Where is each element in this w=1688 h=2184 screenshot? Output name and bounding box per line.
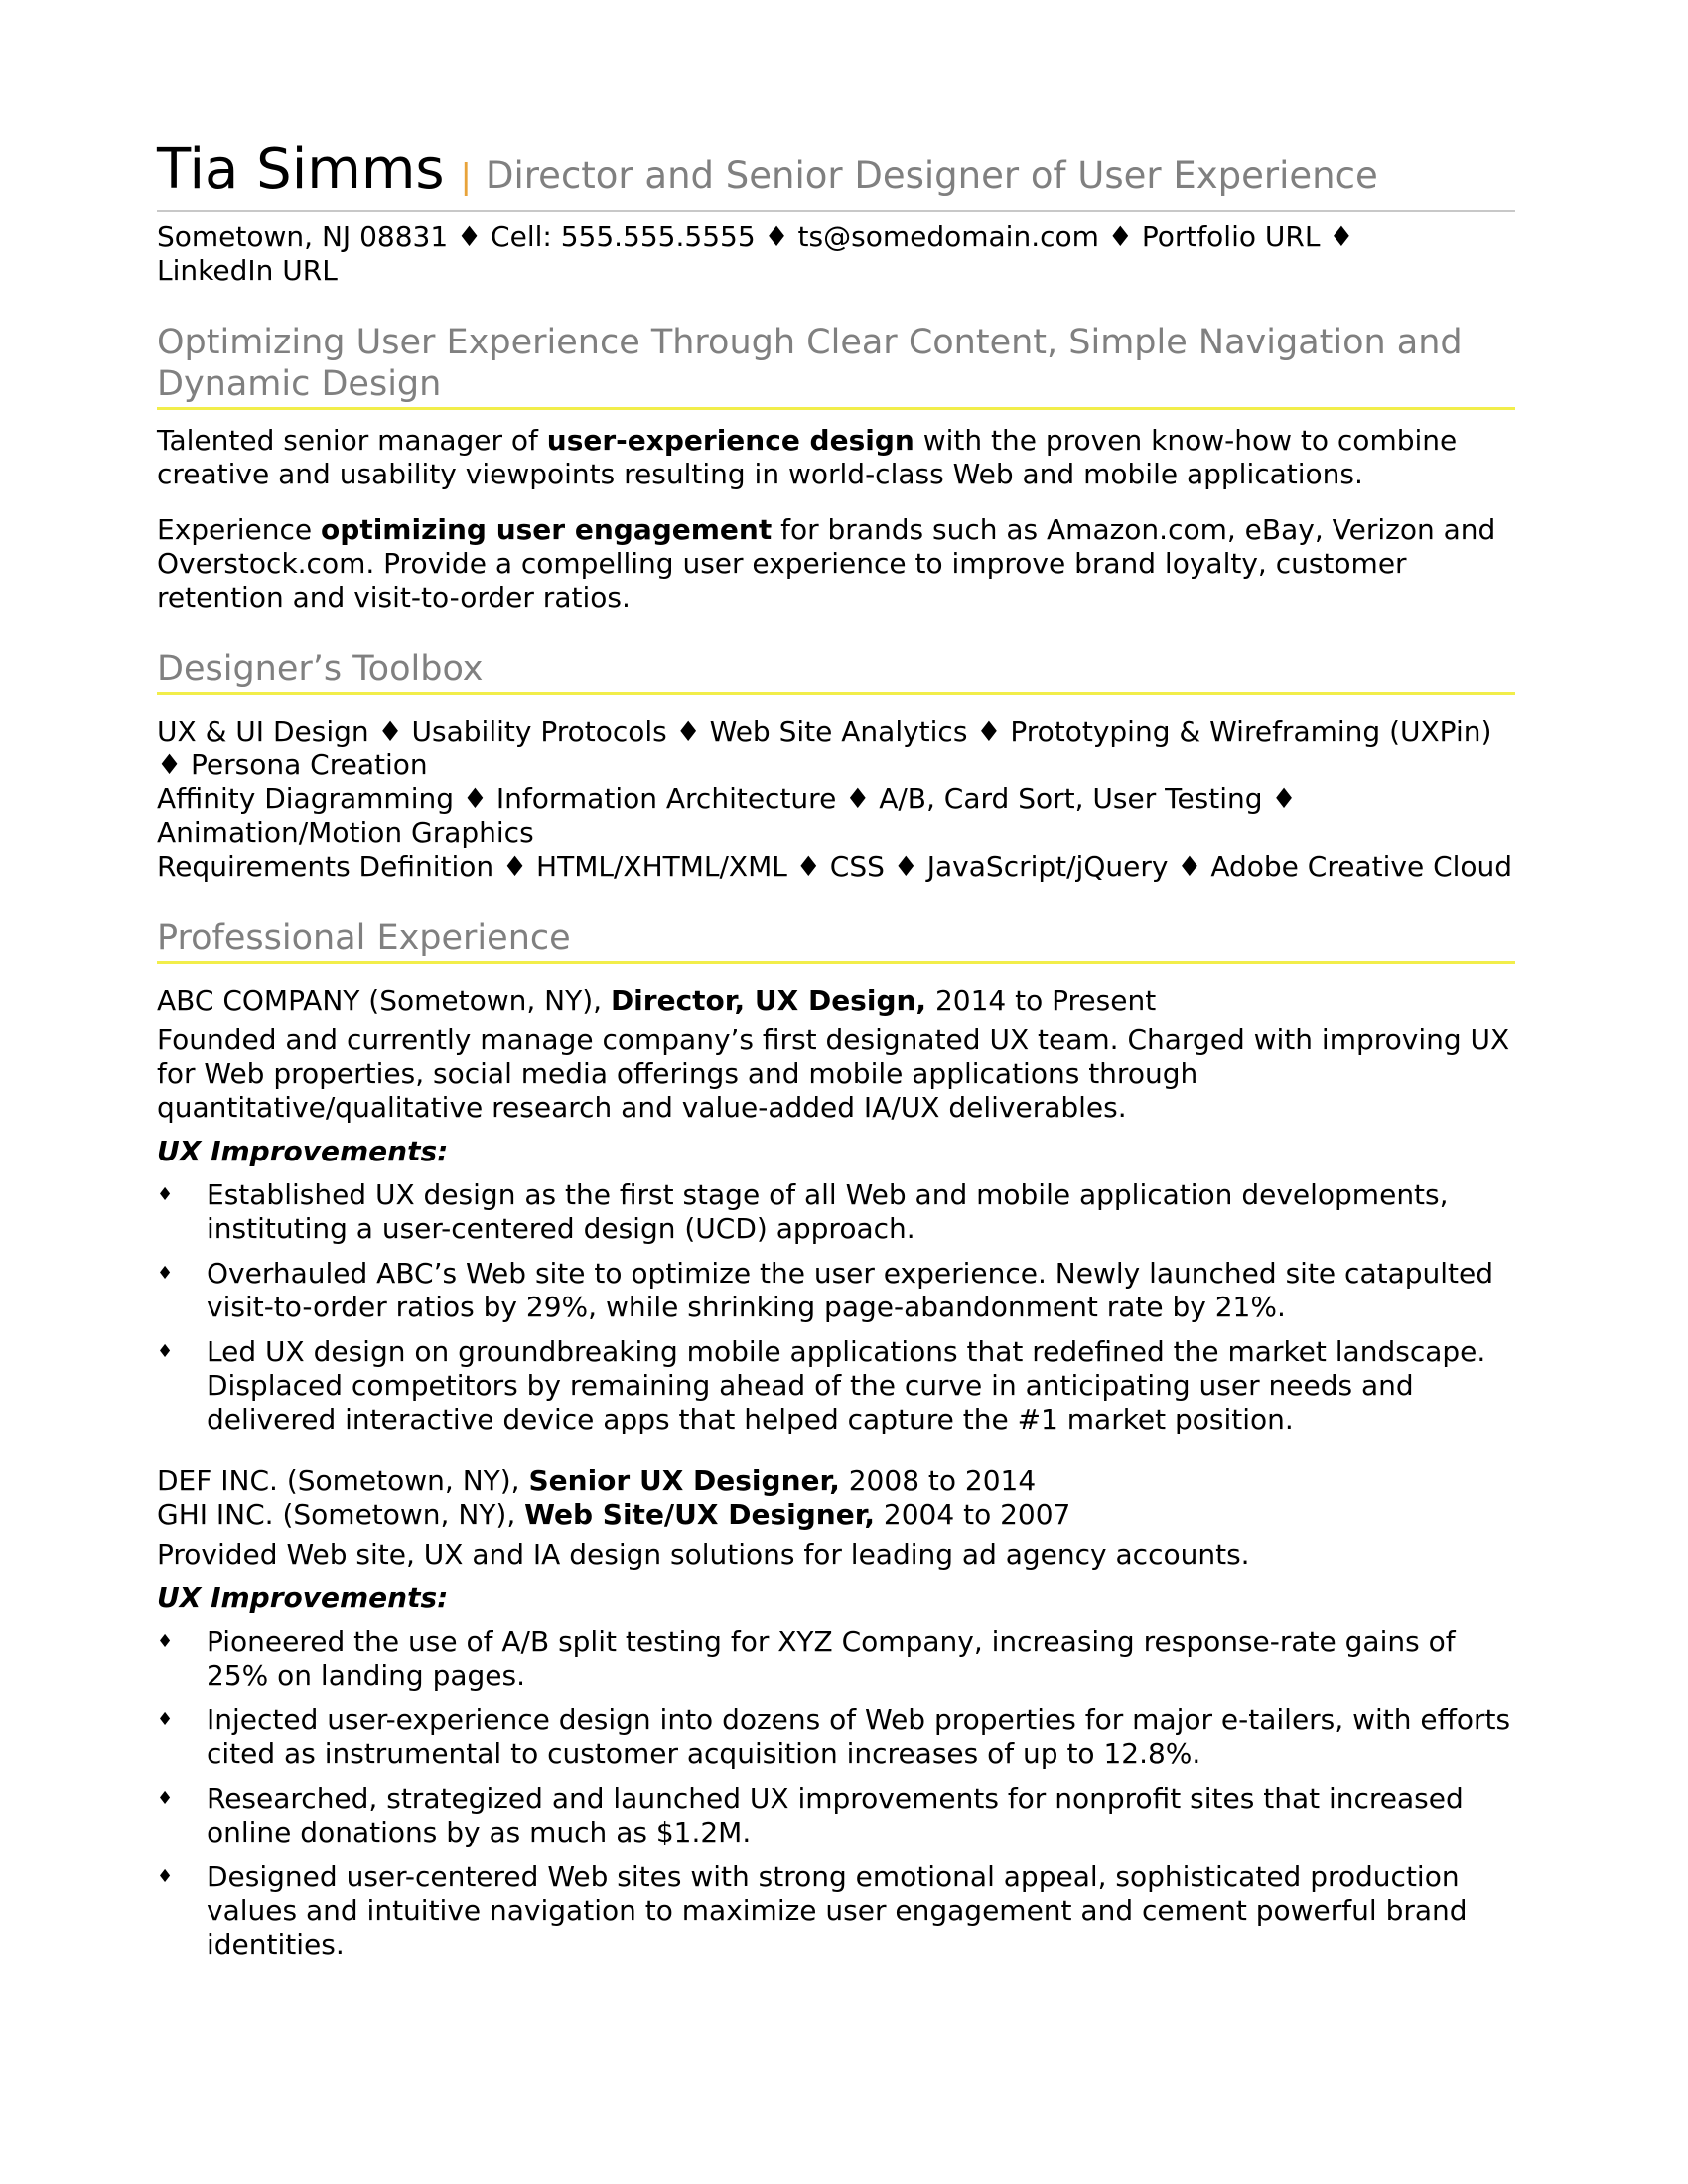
job-description: Provided Web site, UX and IA design solutions for leading ad agency accounts. [157,1537,1250,1570]
diamond-bullet-icon: ♦ [157,1630,174,1652]
list-item [157,1178,1515,1246]
diamond-bullet-icon: ♦ [157,1183,174,1205]
role: Senior UX Designer, [528,1463,840,1497]
diamond-bullet-icon: ♦ [157,1708,174,1730]
dates: 2008 to 2014 [839,1463,1037,1497]
text: Pioneered the use of A/B split testing for XYZ Company, increasing response-rate gains of 25% on landing pages. [207,1624,1456,1692]
list-item [157,1782,1515,1849]
bullet-list [157,1178,1515,1436]
job-description: Founded and currently manage company’s first designated UX team. Charged with improving UX for Web properties, social media offerings and mobile applications through quantitative/qualitative research and value-added IA/UX deliverables. [157,1023,1510,1124]
contact-line: LinkedIn URL [157,253,338,287]
bold-text: user-experience design [546,423,914,457]
skills-line: Requirements Definition ♦ HTML/XHTML/XML ♦ CSS ♦ JavaScript/jQuery ♦ Adobe Creative Cloud [157,849,1513,883]
text: for brands such as Amazon.com, eBay, Verizon and Overstock.com. Provide a compelling user experience to improve brand loyalty, customer retention and visit-to-order ratios. [157,512,1496,614]
subheading: UX Improvements: [157,1134,449,1167]
dates: 2014 to Present [926,983,1157,1017]
candidate-title: Director and Senior Designer of User Experience [486,154,1378,197]
text: Injected user-experience design into dozens of Web properties for major e-tailers, with efforts cited as instrumental to customer acquisition increases of up to 12.8%. [207,1703,1511,1770]
contact-line: Sometown, NJ 08831 ♦ Cell: 555.555.5555 ♦ ts@somedomain.com ♦ Portfolio URL ♦ [157,219,1354,253]
text: Talented senior manager of [157,423,547,457]
job-header [157,984,1515,1018]
diamond-bullet-icon: ♦ [157,1865,174,1887]
header [157,139,1515,212]
summary-paragraph [157,424,1515,491]
text: Established UX design as the first stage of all Web and mobile application developments, instituting a user-centered design (UCD) approach. [207,1177,1449,1245]
skills-line: Affinity Diagramming ♦ Information Architecture ♦ A/B, Card Sort, User Testing ♦ Animation/Motion Graphics [157,781,1297,849]
text: Designed user-centered Web sites with strong emotional appeal, sophisticated production values and intuitive navigation to maximize user engagement and cement powerful brand identities. [207,1859,1468,1961]
text: Experience [157,512,322,546]
list-item [157,1257,1515,1324]
bullet-list [157,1625,1515,1962]
list-item [157,1860,1515,1962]
summary-paragraph [157,513,1515,614]
list-item [157,1335,1515,1436]
diamond-bullet-icon: ♦ [157,1787,174,1809]
diamond-bullet-icon: ♦ [157,1262,174,1284]
experience-heading: Professional Experience [157,917,1515,964]
list-item [157,1704,1515,1771]
company: DEF INC. (Sometown, NY), [157,1463,529,1497]
company: GHI INC. (Sometown, NY), [157,1497,525,1531]
bold-text: optimizing user engagement [321,512,773,546]
skills-line: UX & UI Design ♦ Usability Protocols ♦ Web Site Analytics ♦ Prototyping & Wireframing (UXPin) ♦ Persona Creation [157,714,1492,781]
skills-list [157,715,1515,884]
toolbox-heading: Designer’s Toolbox [157,648,1515,695]
resume-page [157,139,1515,1973]
dates: 2004 to 2007 [875,1497,1071,1531]
text: Led UX design on groundbreaking mobile applications that redefined the market landscape. Displaced competitors by remaining ahead of the curve in anticipating user needs and delivered interactive device apps that helped capture the #1 market position. [207,1334,1486,1435]
summary-heading: Optimizing User Experience Through Clear Content, Simple Navigation and Dynamic Design [157,322,1515,410]
contact-info [157,220,1515,288]
candidate-name: Tia Simms [157,137,445,202]
role: Web Site/UX Designer, [524,1497,876,1531]
text: Researched, strategized and launched UX improvements for nonprofit sites that increased online donations by as much as $1.2M. [207,1781,1464,1848]
job-header [157,1464,1515,1498]
company: ABC COMPANY (Sometown, NY), [157,983,611,1017]
text: with the proven know-how to combine creative and usability viewpoints resulting in world-class Web and mobile applications. [157,423,1458,490]
list-item [157,1625,1515,1693]
title-separator: | [460,157,473,197]
role: Director, UX Design, [610,983,927,1017]
job-header [157,1498,1515,1532]
subheading: UX Improvements: [157,1580,449,1614]
diamond-bullet-icon: ♦ [157,1340,174,1362]
text: Overhauled ABC’s Web site to optimize the user experience. Newly launched site catapulted visit-to-order ratios by 29%, while shrinking page-abandonment rate by 21%. [207,1256,1494,1323]
